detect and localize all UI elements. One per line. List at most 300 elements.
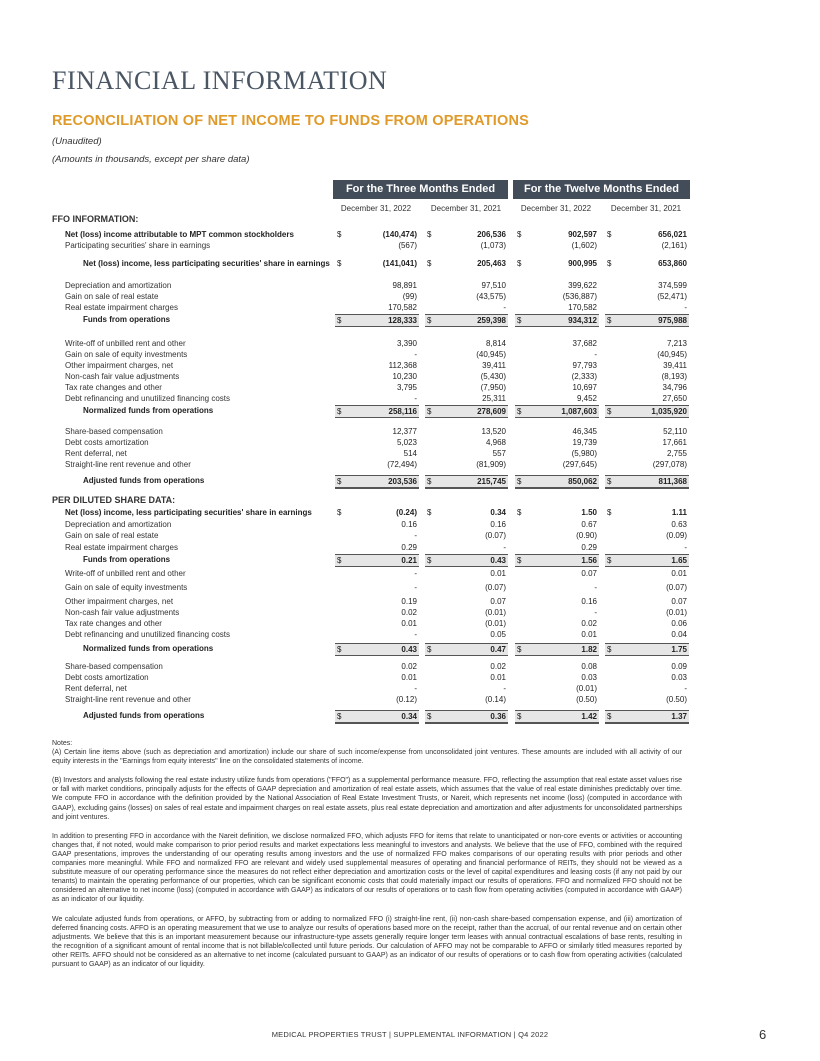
value-cell [605,618,689,629]
value-cell [335,672,419,683]
value-cell [335,437,419,448]
row-label: Funds from operations [83,315,171,324]
currency-symbol: $ [427,508,432,517]
value-number: 0.36 [490,712,506,721]
value-number: 27,650 [662,394,687,403]
three-months-header: For the Three Months Ended [333,180,508,199]
value-number: 203,536 [388,477,417,486]
row-label: Gain on sale of real estate [65,292,159,301]
amounts-note: (Amounts in thousands, except per share data) [52,154,250,165]
row-label: Rent deferral, net [65,684,127,693]
value-number: (2,333) [571,372,597,381]
value-cell [425,542,508,553]
currency-symbol: $ [427,556,432,565]
value-number: (0.07) [666,583,687,592]
value-number: 0.34 [401,712,417,721]
value-cell [425,393,508,404]
value-cell [515,338,599,349]
value-number: - [594,608,597,617]
value-number: 0.01 [401,673,417,682]
table-row [52,314,692,325]
value-number: 557 [492,449,506,458]
value-cell [335,448,419,459]
value-number: 97,510 [481,281,506,290]
value-number: 900,995 [568,259,597,268]
value-number: - [414,630,417,639]
value-number: 17,661 [662,438,687,447]
currency-symbol: $ [337,316,342,325]
row-label: Funds from operations [83,555,171,564]
value-cell [605,568,689,579]
value-number: 170,582 [568,303,597,312]
value-cell [515,661,599,672]
value-cell [605,629,689,640]
row-label: Debt costs amortization [65,438,149,447]
value-cell [335,291,419,302]
table-row [52,258,692,269]
value-number: 5,023 [396,438,417,447]
value-cell [515,280,599,291]
value-number: (0.07) [485,531,506,540]
value-number: - [414,350,417,359]
row-label: Real estate impairment charges [65,543,178,552]
value-number: - [684,684,687,693]
value-cell [335,405,419,418]
table-row [52,607,692,618]
table-row [52,568,692,579]
table-row [52,393,692,404]
value-cell [605,607,689,618]
value-number: - [594,583,597,592]
page-number: 6 [759,1027,767,1042]
table-row [52,530,692,541]
value-number: (72,494) [387,460,417,469]
value-cell [515,360,599,371]
table-row [52,229,692,240]
value-cell [425,426,508,437]
value-number: 656,021 [658,230,687,239]
value-cell [425,229,508,240]
value-cell [335,710,419,724]
value-cell [515,314,599,327]
value-number: 7,213 [666,339,687,348]
value-number: (536,887) [562,292,597,301]
value-number: 98,891 [392,281,417,290]
row-label: Straight-line rent revenue and other [65,695,191,704]
value-cell [605,291,689,302]
value-cell [515,554,599,567]
value-number: 0.34 [490,508,506,517]
currency-symbol: $ [607,316,612,325]
value-number: 0.06 [671,619,687,628]
value-number: 1.11 [671,508,687,517]
value-cell [335,475,419,489]
value-number: 0.09 [671,662,687,671]
value-cell [515,672,599,683]
value-number: 205,463 [477,259,506,268]
value-cell [335,683,419,694]
value-cell [425,661,508,672]
value-number: (0.01) [485,608,506,617]
value-number: 0.16 [490,520,506,529]
value-number: 0.03 [581,673,597,682]
value-number: 278,609 [477,407,506,416]
value-number: 0.63 [671,520,687,529]
value-number: - [414,684,417,693]
value-cell [425,338,508,349]
value-number: 0.01 [581,630,597,639]
table-row [52,519,692,530]
value-number: 3,795 [396,383,417,392]
value-cell [605,280,689,291]
value-cell [335,530,419,541]
value-cell [515,683,599,694]
value-number: 0.07 [490,597,506,606]
value-number: (43,575) [476,292,506,301]
value-cell [425,607,508,618]
value-cell [335,426,419,437]
value-number: 0.07 [671,597,687,606]
value-number: 0.01 [401,619,417,628]
value-number: 0.07 [581,569,597,578]
value-cell [605,448,689,459]
value-cell [335,382,419,393]
value-number: 850,062 [568,477,597,486]
value-cell [425,672,508,683]
value-number: 13,520 [481,427,506,436]
value-cell [515,405,599,418]
value-number: (1,602) [571,241,597,250]
table-row [52,618,692,629]
value-cell [515,568,599,579]
value-number: 25,311 [482,394,506,403]
table-row [52,582,692,593]
value-cell [425,568,508,579]
value-cell [425,314,508,327]
value-cell [605,302,689,313]
value-number: - [684,543,687,552]
row-label: Debt costs amortization [65,673,149,682]
value-number: 46,345 [572,427,597,436]
row-label: Write-off of unbilled rent and other [65,569,186,578]
table-row [52,507,692,518]
row-label: Gain on sale of real estate [65,531,159,540]
row-label: Other impairment charges, net [65,361,174,370]
currency-symbol: $ [427,645,432,654]
value-number: 811,368 [658,477,687,486]
value-cell [335,596,419,607]
value-number: (141,041) [382,259,417,268]
table-row [52,405,692,416]
value-cell [515,629,599,640]
value-cell [605,519,689,530]
table-row [52,360,692,371]
value-number: (0.90) [576,531,597,540]
value-cell [515,607,599,618]
value-number: (0.01) [576,684,597,693]
value-cell [605,349,689,360]
currency-symbol: $ [427,230,432,239]
value-cell [335,661,419,672]
value-number: (297,645) [562,460,597,469]
value-number: - [684,303,687,312]
value-cell [425,280,508,291]
value-cell [335,568,419,579]
value-number: (567) [398,241,417,250]
value-number: (0.07) [485,583,506,592]
value-number: 1.50 [581,508,597,517]
value-cell [605,437,689,448]
value-cell [335,393,419,404]
value-number: 374,599 [658,281,687,290]
value-number: 258,116 [388,407,417,416]
currency-symbol: $ [337,230,342,239]
table-row [52,683,692,694]
row-label: Adjusted funds from operations [83,476,205,485]
value-cell [335,554,419,567]
row-label: Share-based compensation [65,662,163,671]
table-row [52,542,692,553]
value-number: (40,945) [657,350,687,359]
value-number: (0.01) [485,619,506,628]
table-row [52,371,692,382]
notes-heading: Notes: [52,740,73,747]
value-number: 1,035,920 [651,407,687,416]
table-row [52,291,692,302]
value-number: 934,312 [568,316,597,325]
row-label: Debt refinancing and unutilized financing costs [65,394,230,403]
value-cell [425,618,508,629]
value-number: - [414,583,417,592]
currency-symbol: $ [427,316,432,325]
value-cell [605,240,689,251]
row-label: Net (loss) income attributable to MPT common stockholders [65,230,294,239]
value-number: 8,814 [485,339,506,348]
value-cell [515,643,599,656]
value-cell [335,629,419,640]
value-cell [515,459,599,470]
value-cell [605,371,689,382]
value-number: - [503,684,506,693]
currency-symbol: $ [427,259,432,268]
value-number: 97,793 [572,361,597,370]
value-number: 39,411 [663,361,687,370]
value-number: 975,988 [658,316,687,325]
value-cell [515,542,599,553]
value-number: - [503,303,506,312]
value-number: 0.02 [401,662,417,671]
value-cell [515,382,599,393]
value-number: 0.02 [581,619,597,628]
currency-symbol: $ [337,712,342,721]
value-number: (0.50) [666,695,687,704]
value-number: 0.08 [581,662,597,671]
value-cell [515,710,599,724]
value-cell [605,314,689,327]
table-row [52,643,692,654]
value-cell [515,258,599,269]
value-number: 10,230 [392,372,417,381]
value-number: 1,087,603 [561,407,597,416]
value-cell [425,629,508,640]
currency-symbol: $ [607,645,612,654]
value-number: 4,968 [485,438,506,447]
value-number: 170,582 [388,303,417,312]
page-title: FINANCIAL INFORMATION [52,66,388,95]
row-label: Straight-line rent revenue and other [65,460,191,469]
value-number: 0.67 [581,520,597,529]
value-number: - [414,394,417,403]
table-row [52,596,692,607]
value-cell [605,475,689,489]
value-number: (40,945) [476,350,506,359]
value-number: - [503,543,506,552]
table-row [52,475,692,486]
value-cell [335,618,419,629]
value-number: (297,078) [652,460,687,469]
value-cell [425,507,508,518]
currency-symbol: $ [607,477,612,486]
value-number: 3,390 [396,339,417,348]
value-number: (0.50) [576,695,597,704]
date-header: December 31, 2021 [430,204,502,213]
value-cell [515,302,599,313]
value-number: (99) [402,292,417,301]
value-number: 39,411 [482,361,506,370]
value-cell [425,349,508,360]
value-cell [605,672,689,683]
value-number: 34,796 [662,383,687,392]
value-number: 0.04 [671,630,687,639]
value-cell [425,405,508,418]
currency-symbol: $ [517,230,522,239]
value-number: 0.01 [490,569,506,578]
table-row [52,280,692,291]
currency-symbol: $ [517,556,522,565]
unaudited-note: (Unaudited) [52,136,102,147]
value-cell [515,519,599,530]
value-cell [335,371,419,382]
currency-symbol: $ [517,712,522,721]
value-cell [605,596,689,607]
currency-symbol: $ [427,477,432,486]
value-number: 0.02 [490,662,506,671]
row-label: Non-cash fair value adjustments [65,608,180,617]
value-cell [425,596,508,607]
value-number: - [414,531,417,540]
row-label: Normalized funds from operations [83,406,214,415]
value-number: 0.29 [581,543,597,552]
value-cell [335,258,419,269]
currency-symbol: $ [337,556,342,565]
value-number: (1,073) [480,241,506,250]
value-number: 0.01 [671,569,687,578]
currency-symbol: $ [607,407,612,416]
value-cell [425,371,508,382]
value-number: (5,980) [571,449,597,458]
value-number: 1.65 [671,556,687,565]
value-number: 1.56 [581,556,597,565]
row-label: Participating securities' share in earnings [65,241,211,250]
row-label: Tax rate changes and other [65,619,162,628]
value-number: (0.01) [666,608,687,617]
value-cell [425,240,508,251]
value-number: 112,368 [388,361,417,370]
row-label: Net (loss) income, less participating securities' share in earnings [65,508,312,517]
value-number: 514 [403,449,417,458]
currency-symbol: $ [607,259,612,268]
date-header: December 31, 2021 [610,204,682,213]
value-number: (0.14) [485,695,506,704]
table-row [52,426,692,437]
table-row [52,661,692,672]
row-label: Tax rate changes and other [65,383,162,392]
row-label: Gain on sale of equity investments [65,350,188,359]
value-number: 37,682 [572,339,597,348]
section-heading-row [52,495,692,506]
table-row [52,302,692,313]
value-cell [335,582,419,593]
value-number: - [414,569,417,578]
currency-symbol: $ [427,407,432,416]
value-number: 1.37 [671,712,687,721]
table-row [52,672,692,683]
row-label: Normalized funds from operations [83,644,214,653]
table-row [52,338,692,349]
table-row [52,629,692,640]
value-cell [425,459,508,470]
table-row [52,554,692,565]
row-label: FFO INFORMATION: [52,214,139,224]
table-row [52,437,692,448]
table-row [52,448,692,459]
value-cell [605,459,689,470]
value-cell [335,240,419,251]
row-label: Depreciation and amortization [65,520,172,529]
table-row [52,349,692,360]
twelve-months-header: For the Twelve Months Ended [513,180,690,199]
value-cell [425,382,508,393]
notes [52,739,682,979]
currency-symbol: $ [337,477,342,486]
currency-symbol: $ [517,259,522,268]
value-number: (0.09) [666,531,687,540]
currency-symbol: $ [607,712,612,721]
value-number: 0.16 [401,520,417,529]
value-cell [605,360,689,371]
value-cell [425,258,508,269]
currency-symbol: $ [607,508,612,517]
value-number: 0.19 [401,597,417,606]
value-cell [515,426,599,437]
value-cell [515,448,599,459]
value-number: 206,536 [477,230,506,239]
section-heading-row [52,214,692,225]
value-number: 12,377 [392,427,417,436]
value-cell [425,554,508,567]
value-cell [425,643,508,656]
value-number: 0.05 [490,630,506,639]
value-number: 19,739 [572,438,597,447]
currency-symbol: $ [517,316,522,325]
currency-symbol: $ [337,508,342,517]
value-number: 0.47 [490,645,506,654]
value-cell [425,475,508,489]
table-row [52,382,692,393]
currency-symbol: $ [517,477,522,486]
value-cell [605,694,689,705]
table-row [52,240,692,251]
